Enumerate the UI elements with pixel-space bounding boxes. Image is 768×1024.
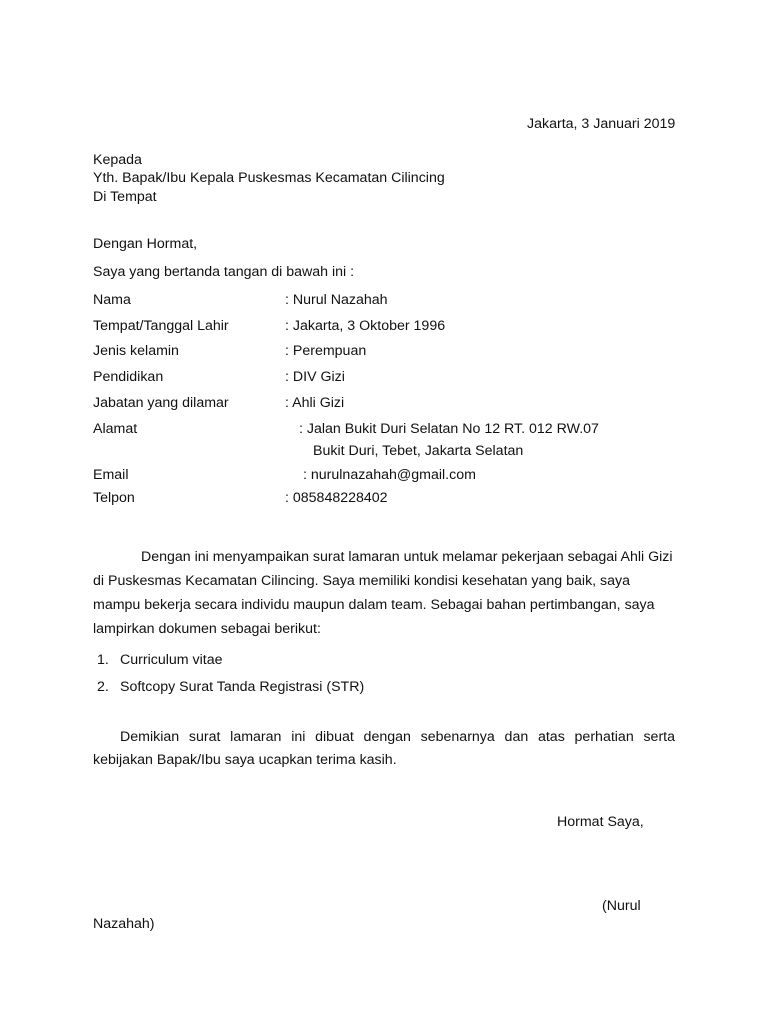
recipient-to: Kepada bbox=[93, 152, 142, 168]
detail-value: : Jakarta, 3 Oktober 1996 bbox=[285, 318, 446, 334]
body-line: lampirkan dokumen sebagai berikut: bbox=[93, 621, 321, 637]
detail-value: : Perempuan bbox=[285, 343, 367, 359]
detail-value: : Jalan Bukit Duri Selatan No 12 RT. 012 RW.07 bbox=[299, 421, 599, 437]
detail-label: Jenis kelamin bbox=[93, 343, 179, 359]
body-line: di Puskesmas Kecamatan Cilincing. Saya memiliki kondisi kesehatan yang baik, saya bbox=[93, 573, 631, 589]
signature-name-continued: Nazahah) bbox=[93, 916, 155, 932]
detail-value-continued: Bukit Duri, Tebet, Jakarta Selatan bbox=[313, 443, 524, 459]
detail-label: Nama bbox=[93, 292, 131, 308]
sign-off: Hormat Saya, bbox=[557, 814, 644, 830]
detail-label: Email bbox=[93, 467, 129, 483]
closing-line: kebijakan Bapak/Ibu saya ucapkan terima kasih. bbox=[93, 752, 397, 768]
recipient-addressee: Yth. Bapak/Ibu Kepala Puskesmas Kecamatan Cilincing bbox=[93, 170, 445, 186]
detail-label: Jabatan yang dilamar bbox=[93, 395, 229, 411]
detail-value: : nurulnazahah@gmail.com bbox=[303, 467, 476, 483]
detail-value: : DIV Gizi bbox=[285, 369, 345, 385]
body-line: mampu bekerja secara individu maupun dalam team. Sebagai bahan pertimbangan, saya bbox=[93, 597, 655, 613]
greeting: Dengan Hormat, bbox=[93, 236, 198, 252]
intro-line: Saya yang bertanda tangan di bawah ini : bbox=[93, 264, 355, 280]
list-number: 2. bbox=[97, 679, 109, 695]
list-number: 1. bbox=[97, 652, 109, 668]
detail-value: : Nurul Nazahah bbox=[285, 292, 388, 308]
detail-label: Pendidikan bbox=[93, 369, 164, 385]
letter-date: Jakarta, 3 Januari 2019 bbox=[527, 116, 676, 132]
detail-label: Alamat bbox=[93, 421, 138, 437]
recipient-place: Di Tempat bbox=[93, 189, 157, 205]
detail-value: : 085848228402 bbox=[285, 490, 388, 506]
signature-name: (Nurul bbox=[602, 898, 641, 914]
detail-label: Tempat/Tanggal Lahir bbox=[93, 318, 229, 334]
list-item: Curriculum vitae bbox=[120, 652, 223, 668]
detail-label: Telpon bbox=[93, 490, 135, 506]
body-line: Dengan ini menyampaikan surat lamaran untuk melamar pekerjaan sebagai Ahli Gizi bbox=[141, 549, 673, 565]
closing-line: Demikian surat lamaran ini dibuat dengan sebenarnya dan atas perhatian serta bbox=[120, 729, 675, 745]
list-item: Softcopy Surat Tanda Registrasi (STR) bbox=[120, 679, 365, 695]
detail-value: : Ahli Gizi bbox=[285, 395, 345, 411]
